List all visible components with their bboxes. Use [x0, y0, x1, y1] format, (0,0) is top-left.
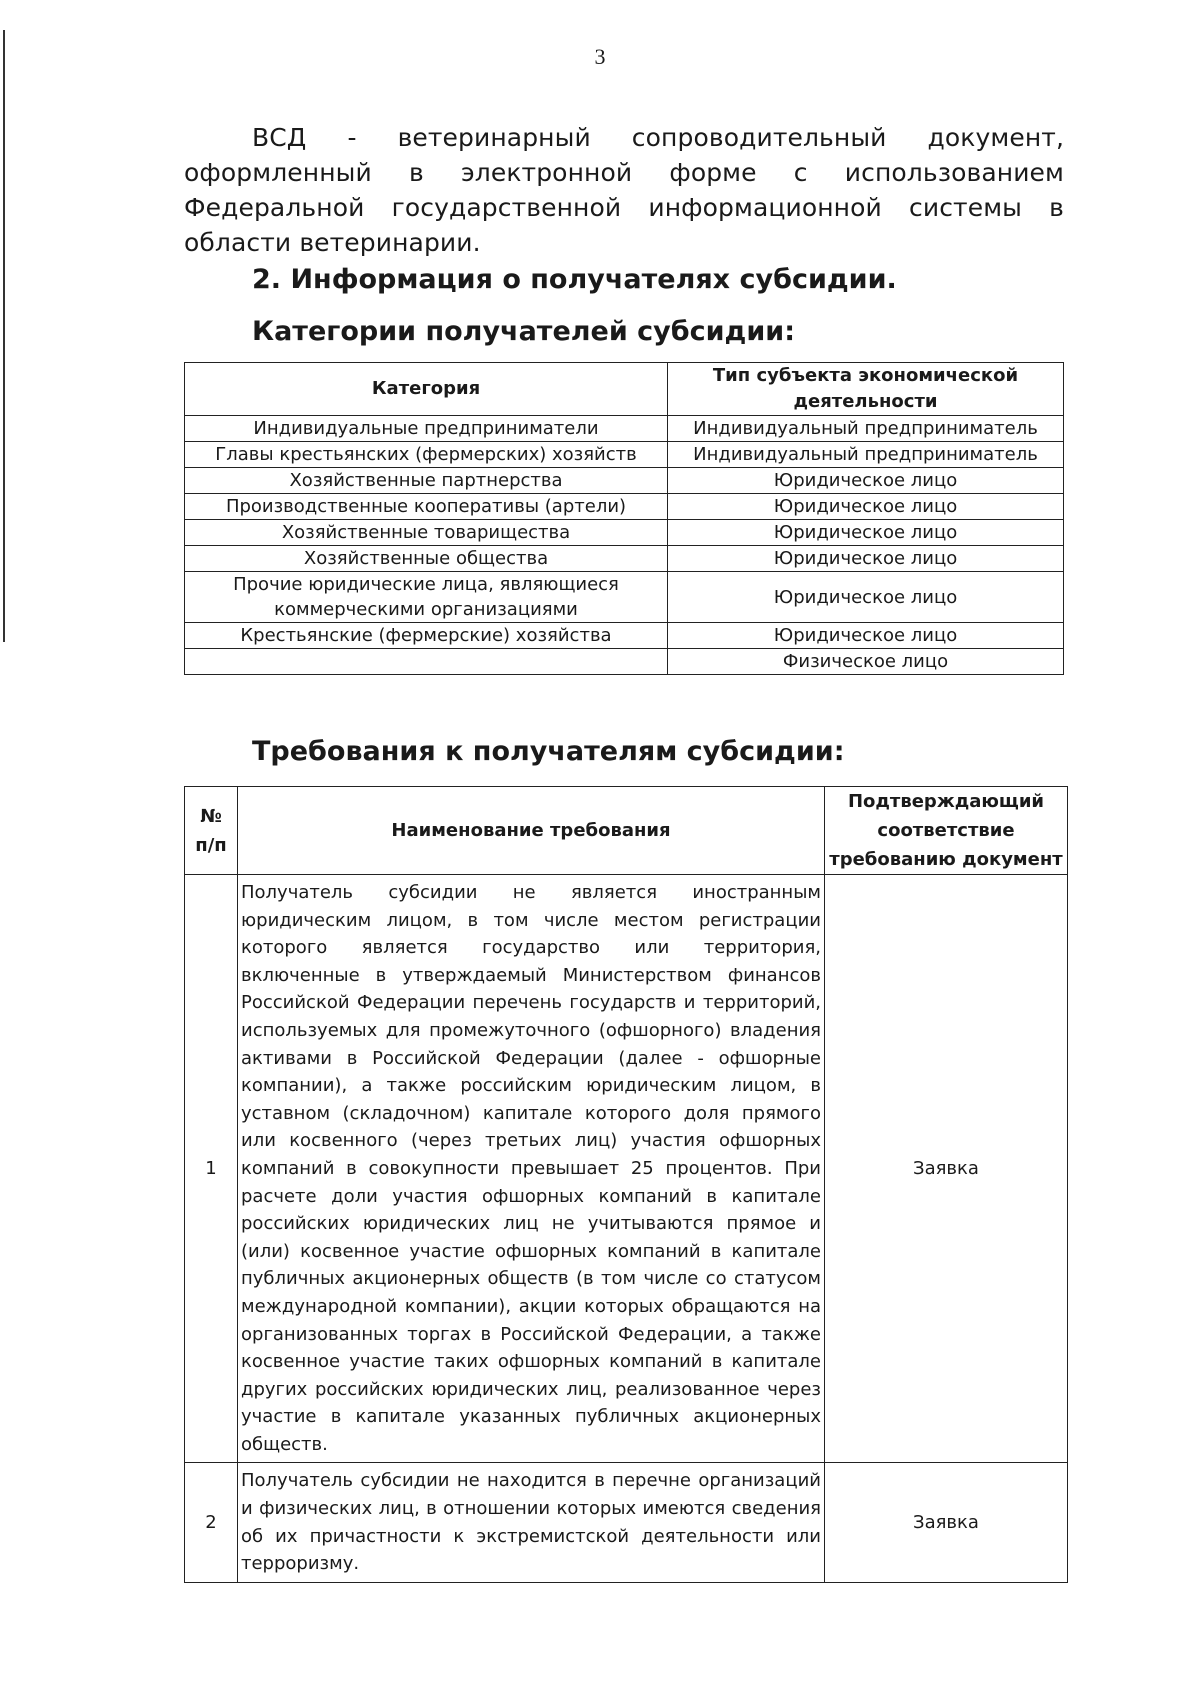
subject-type-cell: Физическое лицо — [668, 649, 1064, 675]
section-title: 2. Информация о получателях субсидии. — [252, 264, 897, 295]
table-row — [185, 546, 1064, 572]
subject-type-cell: Юридическое лицо — [668, 494, 1064, 520]
table-header-row — [185, 787, 1068, 875]
category-cell: Хозяйственные товарищества — [185, 520, 668, 546]
subject-type-cell: Юридическое лицо — [668, 572, 1064, 623]
intro-section — [184, 120, 1064, 260]
table-row — [185, 494, 1064, 520]
table-row — [185, 442, 1064, 468]
categories-table — [184, 362, 1064, 675]
table-header-row — [185, 363, 1064, 416]
requirements-heading: Требования к получателям субсидии: — [252, 736, 845, 767]
subject-type-cell: Индивидуальный предприниматель — [668, 442, 1064, 468]
subject-type-cell: Юридическое лицо — [668, 623, 1064, 649]
table-row — [185, 416, 1064, 442]
left-margin-line — [3, 30, 5, 642]
requirement-text-cell: Получатель субсидии не является иностранным юридическим лицом, в том числе местом регистрации которого является государство или территория, включенные в утверждаемый Министерством финансов Российской Федерации перечень государств и территорий, используемых для промежуточного (офшорного) владения активами в Российской Федерации (далее - офшорные компании), а также российским юридическим лицом, в уставном (складочном) капитале которого доля прямого или косвенного (через третьих лиц) участия офшорных компаний в совокупности превышает 25 процентов. При расчете доли участия офшорных компаний в капитале российских юридических лиц не учитываются прямое и (или) косвенное участие офшорных компаний в капитале публичных акционерных обществ (в том числе со статусом международной компании), акции которых обращаются на организованных торгах в Российской Федерации, а также косвенное участие таких офшорных компаний в капитале других российских юридических лиц, реализованное через участие в капитале указанных публичных акционерных обществ. — [238, 875, 825, 1463]
document-cell: Заявка — [825, 875, 1068, 1463]
page-number: 3 — [594, 44, 606, 69]
category-cell: Производственные кооперативы (артели) — [185, 494, 668, 520]
column-header-document: Подтверждающий соответствие требованию документ — [825, 787, 1068, 875]
categories-heading: Категории получателей субсидии: — [252, 316, 795, 347]
column-header-category: Категория — [185, 363, 668, 416]
category-cell: Хозяйственные общества — [185, 546, 668, 572]
column-header-requirement: Наименование требования — [238, 787, 825, 875]
category-cell: Прочие юридические лица, являющиеся коммерческими организациями — [185, 572, 668, 623]
table-row — [185, 649, 1064, 675]
row-number-cell: 1 — [185, 875, 238, 1463]
table-row — [185, 468, 1064, 494]
table-row — [185, 623, 1064, 649]
subject-type-cell: Индивидуальный предприниматель — [668, 416, 1064, 442]
table-row — [185, 1463, 1068, 1582]
requirements-table — [184, 786, 1068, 1583]
row-number-cell: 2 — [185, 1463, 238, 1582]
category-cell — [185, 649, 668, 675]
subject-type-cell: Юридическое лицо — [668, 520, 1064, 546]
document-cell: Заявка — [825, 1463, 1068, 1582]
subject-type-cell: Юридическое лицо — [668, 468, 1064, 494]
requirement-text-cell: Получатель субсидии не находится в перечне организаций и физических лиц, в отношении которых имеются сведения об их причастности к экстремистской деятельности или терроризму. — [238, 1463, 825, 1582]
table-row — [185, 572, 1064, 623]
column-header-number: № п/п — [185, 787, 238, 875]
column-header-subject-type: Тип субъекта экономической деятельности — [668, 363, 1064, 416]
table-row — [185, 520, 1064, 546]
table-row — [185, 875, 1068, 1463]
category-cell: Индивидуальные предприниматели — [185, 416, 668, 442]
category-cell: Крестьянские (фермерские) хозяйства — [185, 623, 668, 649]
category-cell: Хозяйственные партнерства — [185, 468, 668, 494]
subject-type-cell: Юридическое лицо — [668, 546, 1064, 572]
intro-paragraph: ВСД - ветеринарный сопроводительный документ, оформленный в электронной форме с использованием Федеральной государственной информационной системы в области ветеринарии. — [184, 123, 1064, 257]
category-cell: Главы крестьянских (фермерских) хозяйств — [185, 442, 668, 468]
